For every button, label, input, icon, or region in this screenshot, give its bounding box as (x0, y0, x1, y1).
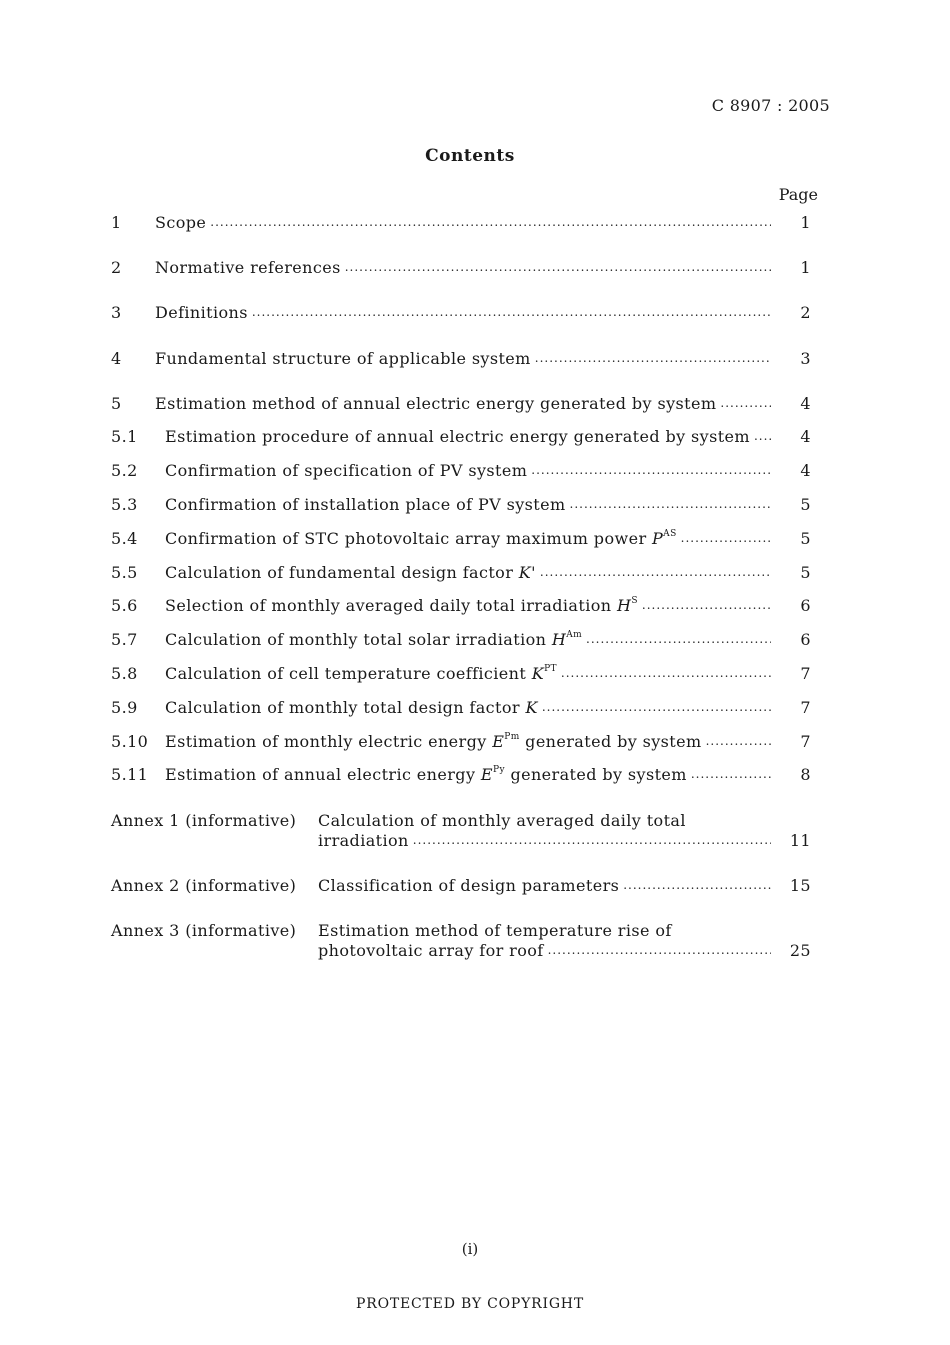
page-title: Contents (425, 146, 515, 166)
page-number: 5 (800, 529, 811, 548)
toc-entry[interactable] (111, 427, 811, 451)
section-title: Calculation of fundamental design factor (165, 563, 514, 582)
math-symbol: K' (518, 563, 536, 582)
section-number: 5.7 (111, 630, 138, 649)
page-number: 6 (800, 596, 811, 615)
toc-entry[interactable] (111, 394, 811, 418)
section-title: Confirmation of specification of PV system (165, 461, 528, 480)
page-number: 4 (800, 394, 811, 413)
page-number: 7 (800, 664, 811, 683)
math-subscript: AS (663, 529, 677, 539)
page-number: 5 (800, 563, 811, 582)
toc-entry[interactable] (111, 258, 811, 282)
section-number: 4 (111, 349, 122, 368)
section-number: 5.2 (111, 461, 138, 480)
section-number: 5.4 (111, 529, 138, 548)
page-number: 7 (800, 698, 811, 717)
section-number: 5.10 (111, 732, 149, 751)
math-symbol: E (492, 732, 505, 751)
annex-title: Estimation method of temperature rise of (318, 921, 672, 940)
annex-entry[interactable] (111, 921, 811, 965)
annex-entry[interactable] (111, 811, 811, 855)
section-number: 3 (111, 303, 122, 322)
page-numeral: (i) (461, 1240, 479, 1258)
annex-title: Calculation of monthly averaged daily total (318, 811, 686, 830)
page-number: 6 (800, 630, 811, 649)
section-title-rest: generated by system (510, 765, 687, 784)
page-number: 8 (800, 765, 811, 784)
toc-entry[interactable] (111, 698, 811, 722)
section-title: Calculation of monthly total solar irradiation (165, 630, 547, 649)
section-number: 5.3 (111, 495, 138, 514)
section-title: Definitions (155, 303, 248, 322)
annex-title-continued: photovoltaic array for roof (318, 941, 544, 960)
section-title: Estimation procedure of annual electric energy generated by system (165, 427, 750, 446)
math-subscript: Py (492, 765, 505, 775)
toc-entry[interactable] (111, 349, 811, 373)
math-subscript: Pm (504, 732, 520, 742)
toc-entry[interactable] (111, 732, 811, 756)
toc-entry[interactable] (111, 630, 811, 654)
section-title: Estimation method of annual electric energy generated by system (155, 394, 717, 413)
section-number: 5.5 (111, 563, 138, 582)
section-title: Estimation of annual electric energy (165, 765, 476, 784)
math-subscript: PT (544, 664, 557, 674)
toc-entry[interactable] (111, 495, 811, 519)
page-number: 11 (789, 831, 811, 850)
standard-number: C 8907 : 2005 (711, 96, 830, 115)
math-symbol: H (616, 596, 632, 615)
math-symbol: P (652, 529, 664, 548)
section-title: Normative references (155, 258, 341, 277)
page-number: 2 (800, 303, 811, 322)
section-number: 5.8 (111, 664, 138, 683)
page-number: 7 (800, 732, 811, 751)
toc-entry[interactable] (111, 596, 811, 620)
section-number: 5.6 (111, 596, 138, 615)
section-title: Scope (155, 213, 207, 232)
page-number: 15 (789, 876, 811, 895)
section-number: 5 (111, 394, 122, 413)
math-symbol: E (480, 765, 493, 784)
section-number: 5.11 (111, 765, 149, 784)
toc-entry[interactable] (111, 303, 811, 327)
math-symbol: K (531, 664, 545, 683)
section-title: Confirmation of STC photovoltaic array maximum power (165, 529, 647, 548)
toc-entry[interactable] (111, 213, 811, 237)
page-number: 3 (800, 349, 811, 368)
section-title: Selection of monthly averaged daily total irradiation (165, 596, 612, 615)
section-number: 2 (111, 258, 122, 277)
section-title-rest: generated by system (525, 732, 702, 751)
page-number: 4 (800, 461, 811, 480)
page-column-header: Page (778, 185, 818, 204)
page-number: 4 (800, 427, 811, 446)
section-title: Fundamental structure of applicable system (155, 349, 531, 368)
section-number: 5.1 (111, 427, 138, 446)
page-number: 25 (789, 941, 811, 960)
page-number: 1 (800, 213, 811, 232)
annex-title-continued: irradiation (318, 831, 409, 850)
section-number: 1 (111, 213, 122, 232)
copyright-notice: PROTECTED BY COPYRIGHT (356, 1296, 584, 1312)
page-number: 1 (800, 258, 811, 277)
annex-label: Annex 3 (informative) (111, 921, 297, 940)
annex-title: Classification of design parameters (318, 876, 620, 895)
toc-entry[interactable] (111, 563, 811, 587)
toc-entry[interactable] (111, 765, 811, 789)
annex-label: Annex 2 (informative) (111, 876, 297, 895)
annex-label: Annex 1 (informative) (111, 811, 297, 830)
section-title: Estimation of monthly electric energy (165, 732, 487, 751)
math-symbol: K (525, 698, 538, 717)
section-title: Calculation of monthly total design factor (165, 698, 520, 717)
toc-entry[interactable] (111, 461, 811, 485)
math-subscript: Am (566, 630, 583, 640)
toc-entry[interactable] (111, 529, 811, 553)
math-subscript: S (631, 596, 638, 606)
page-number: 5 (800, 495, 811, 514)
section-title: Calculation of cell temperature coefficient (165, 664, 527, 683)
section-number: 5.9 (111, 698, 138, 717)
annex-entry[interactable] (111, 876, 811, 900)
math-symbol: H (551, 630, 567, 649)
section-title: Confirmation of installation place of PV system (165, 495, 566, 514)
toc-entry[interactable] (111, 664, 811, 688)
